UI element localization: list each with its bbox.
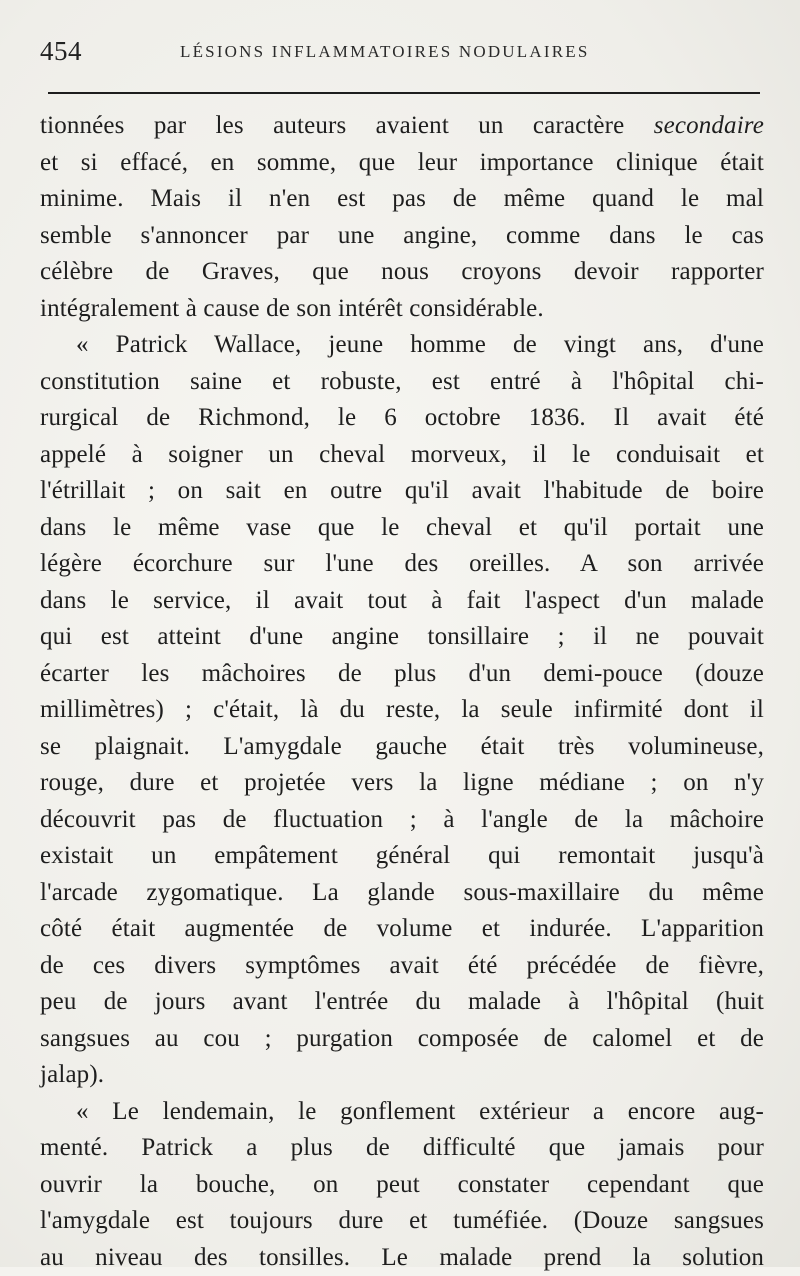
text-line: appelé à soigner un cheval morveux, il le conduisait et: [40, 437, 764, 474]
text-line: jalap).: [40, 1057, 764, 1094]
text-line: dans le service, il avait tout à fait l'aspect d'un malade: [40, 583, 764, 620]
text-line: écarter les mâchoires de plus d'un demi-pouce (douze: [40, 656, 764, 693]
text-line: ouvrir la bouche, on peut constater cependant que: [40, 1167, 764, 1204]
text-line: millimètres) ; c'était, là du reste, la seule infirmité dont il: [40, 692, 764, 729]
text-line: constitution saine et robuste, est entré à l'hôpital chi-: [40, 364, 764, 401]
text-line: découvrit pas de fluctuation ; à l'angle de la mâchoire: [40, 802, 764, 839]
text-line: célèbre de Graves, que nous croyons devoir rapporter: [40, 254, 764, 291]
text-line: au niveau des tonsilles. Le malade prend la solution: [40, 1240, 764, 1276]
text-line: qui est atteint d'une angine tonsillaire ; il ne pouvait: [40, 619, 764, 656]
text-line: dans le même vase que le cheval et qu'il portait une: [40, 510, 764, 547]
text-line: de ces divers symptômes avait été précédée de fièvre,: [40, 948, 764, 985]
text-line: se plaignait. L'amygdale gauche était très volumineuse,: [40, 729, 764, 766]
page-number: 454: [40, 36, 82, 67]
text-line: « Patrick Wallace, jeune homme de vingt ans, d'une: [40, 327, 764, 364]
text-line: légère écorchure sur l'une des oreilles. A son arrivée: [40, 546, 764, 583]
running-title: LÉSIONS INFLAMMATOIRES NODULAIRES: [180, 42, 589, 62]
text-line: côté était augmentée de volume et indurée. L'apparition: [40, 911, 764, 948]
body-text: [40, 108, 764, 1276]
text-line: intégralement à cause de son intérêt considérable.: [40, 291, 764, 328]
text-line: l'arcade zygomatique. La glande sous-maxillaire du même: [40, 875, 764, 912]
text-line: rouge, dure et projetée vers la ligne médiane ; on n'y: [40, 765, 764, 802]
text-line: l'étrillait ; on sait en outre qu'il avait l'habitude de boire: [40, 473, 764, 510]
text-line: l'amygdale est toujours dure et tuméfiée. (Douze sangsues: [40, 1203, 764, 1240]
text-line: sangsues au cou ; purgation composée de calomel et de: [40, 1021, 764, 1058]
text-line: semble s'annoncer par une angine, comme dans le cas: [40, 218, 764, 255]
text-line: menté. Patrick a plus de difficulté que jamais pour: [40, 1130, 764, 1167]
header-rule: [48, 92, 760, 94]
text-line: « Le lendemain, le gonflement extérieur a encore aug-: [40, 1094, 764, 1131]
text-line: minime. Mais il n'en est pas de même quand le mal: [40, 181, 764, 218]
text-line: existait un empâtement général qui remontait jusqu'à: [40, 838, 764, 875]
text-line: rurgical de Richmond, le 6 octobre 1836. Il avait été: [40, 400, 764, 437]
text-line: peu de jours avant l'entrée du malade à l'hôpital (huit: [40, 984, 764, 1021]
page-header: [40, 30, 760, 74]
text-line: et si effacé, en somme, que leur importance clinique était: [40, 145, 764, 182]
text-line: tionnées par les auteurs avaient un caractère secondaire: [40, 108, 764, 145]
